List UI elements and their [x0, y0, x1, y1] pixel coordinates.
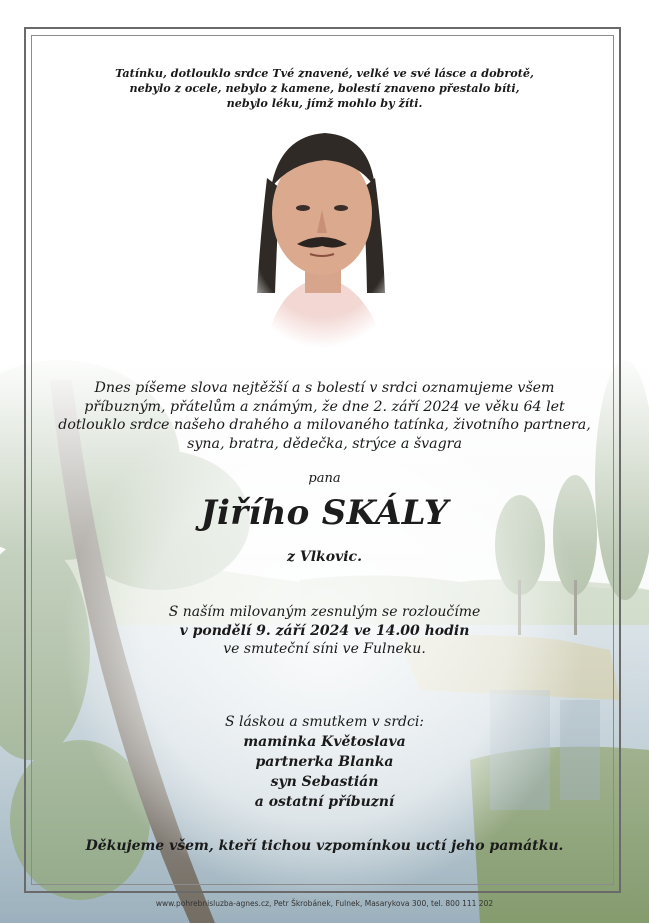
poem-line: nebylo z ocele, nebylo z kamene, bolestí znaveno přestalo bíti,: [129, 81, 520, 95]
footer: www.pohrebnisluzba-agnes.cz, Petr Škrobánek, Fulnek, Masarykova 300, tel. 800 111 202: [155, 899, 494, 908]
funeral-info: [0, 603, 649, 659]
poem-line: Tatínku, dotlouklo srdce Tvé znavené, velké ve své lásce a dobrotě,: [115, 66, 534, 80]
signature-name: a ostatní příbuzní: [254, 794, 395, 810]
thanks: Děkujeme všem, kteří tichou vzpomínkou uctí jeho památku.: [85, 838, 564, 854]
funeral-place: ve smuteční síni ve Fulneku.: [223, 641, 426, 657]
announcement-line: dotlouklo srdce našeho drahého a milovaného tatínka, životního partnera,: [58, 417, 591, 433]
announcement-line: syna, bratra, dědečka, strýce a švagra: [187, 435, 462, 452]
signature-name: syn Sebastián: [270, 774, 379, 790]
signature-name: partnerka Blanka: [255, 754, 394, 770]
poem: [0, 66, 649, 111]
funeral-date: v pondělí 9. září 2024 ve 14.00 hodin: [179, 622, 470, 639]
announcement-line: Dnes píšeme slova nejtěžší a s bolestí v srdci oznamujeme všem: [94, 380, 555, 396]
announcement-line: příbuzným, přátelům a známým, že dne 2. září 2024 ve věku 64 let: [84, 398, 565, 415]
origin: z Vlkovic.: [287, 549, 362, 565]
portrait-photo: [235, 118, 410, 348]
signatures-intro: S láskou a smutkem v srdci:: [224, 714, 425, 730]
signature-name: maminka Květoslava: [243, 734, 406, 750]
funeral-line: S naším milovaným zesnulým se rozloučíme: [168, 604, 481, 620]
deceased-name: Jiřího SKÁLY: [200, 493, 449, 533]
signatures: [0, 712, 649, 812]
name-prefix: pana: [308, 471, 341, 486]
announcement: [0, 379, 649, 453]
poem-line: nebylo léku, jímž mohlo by žíti.: [226, 96, 423, 110]
